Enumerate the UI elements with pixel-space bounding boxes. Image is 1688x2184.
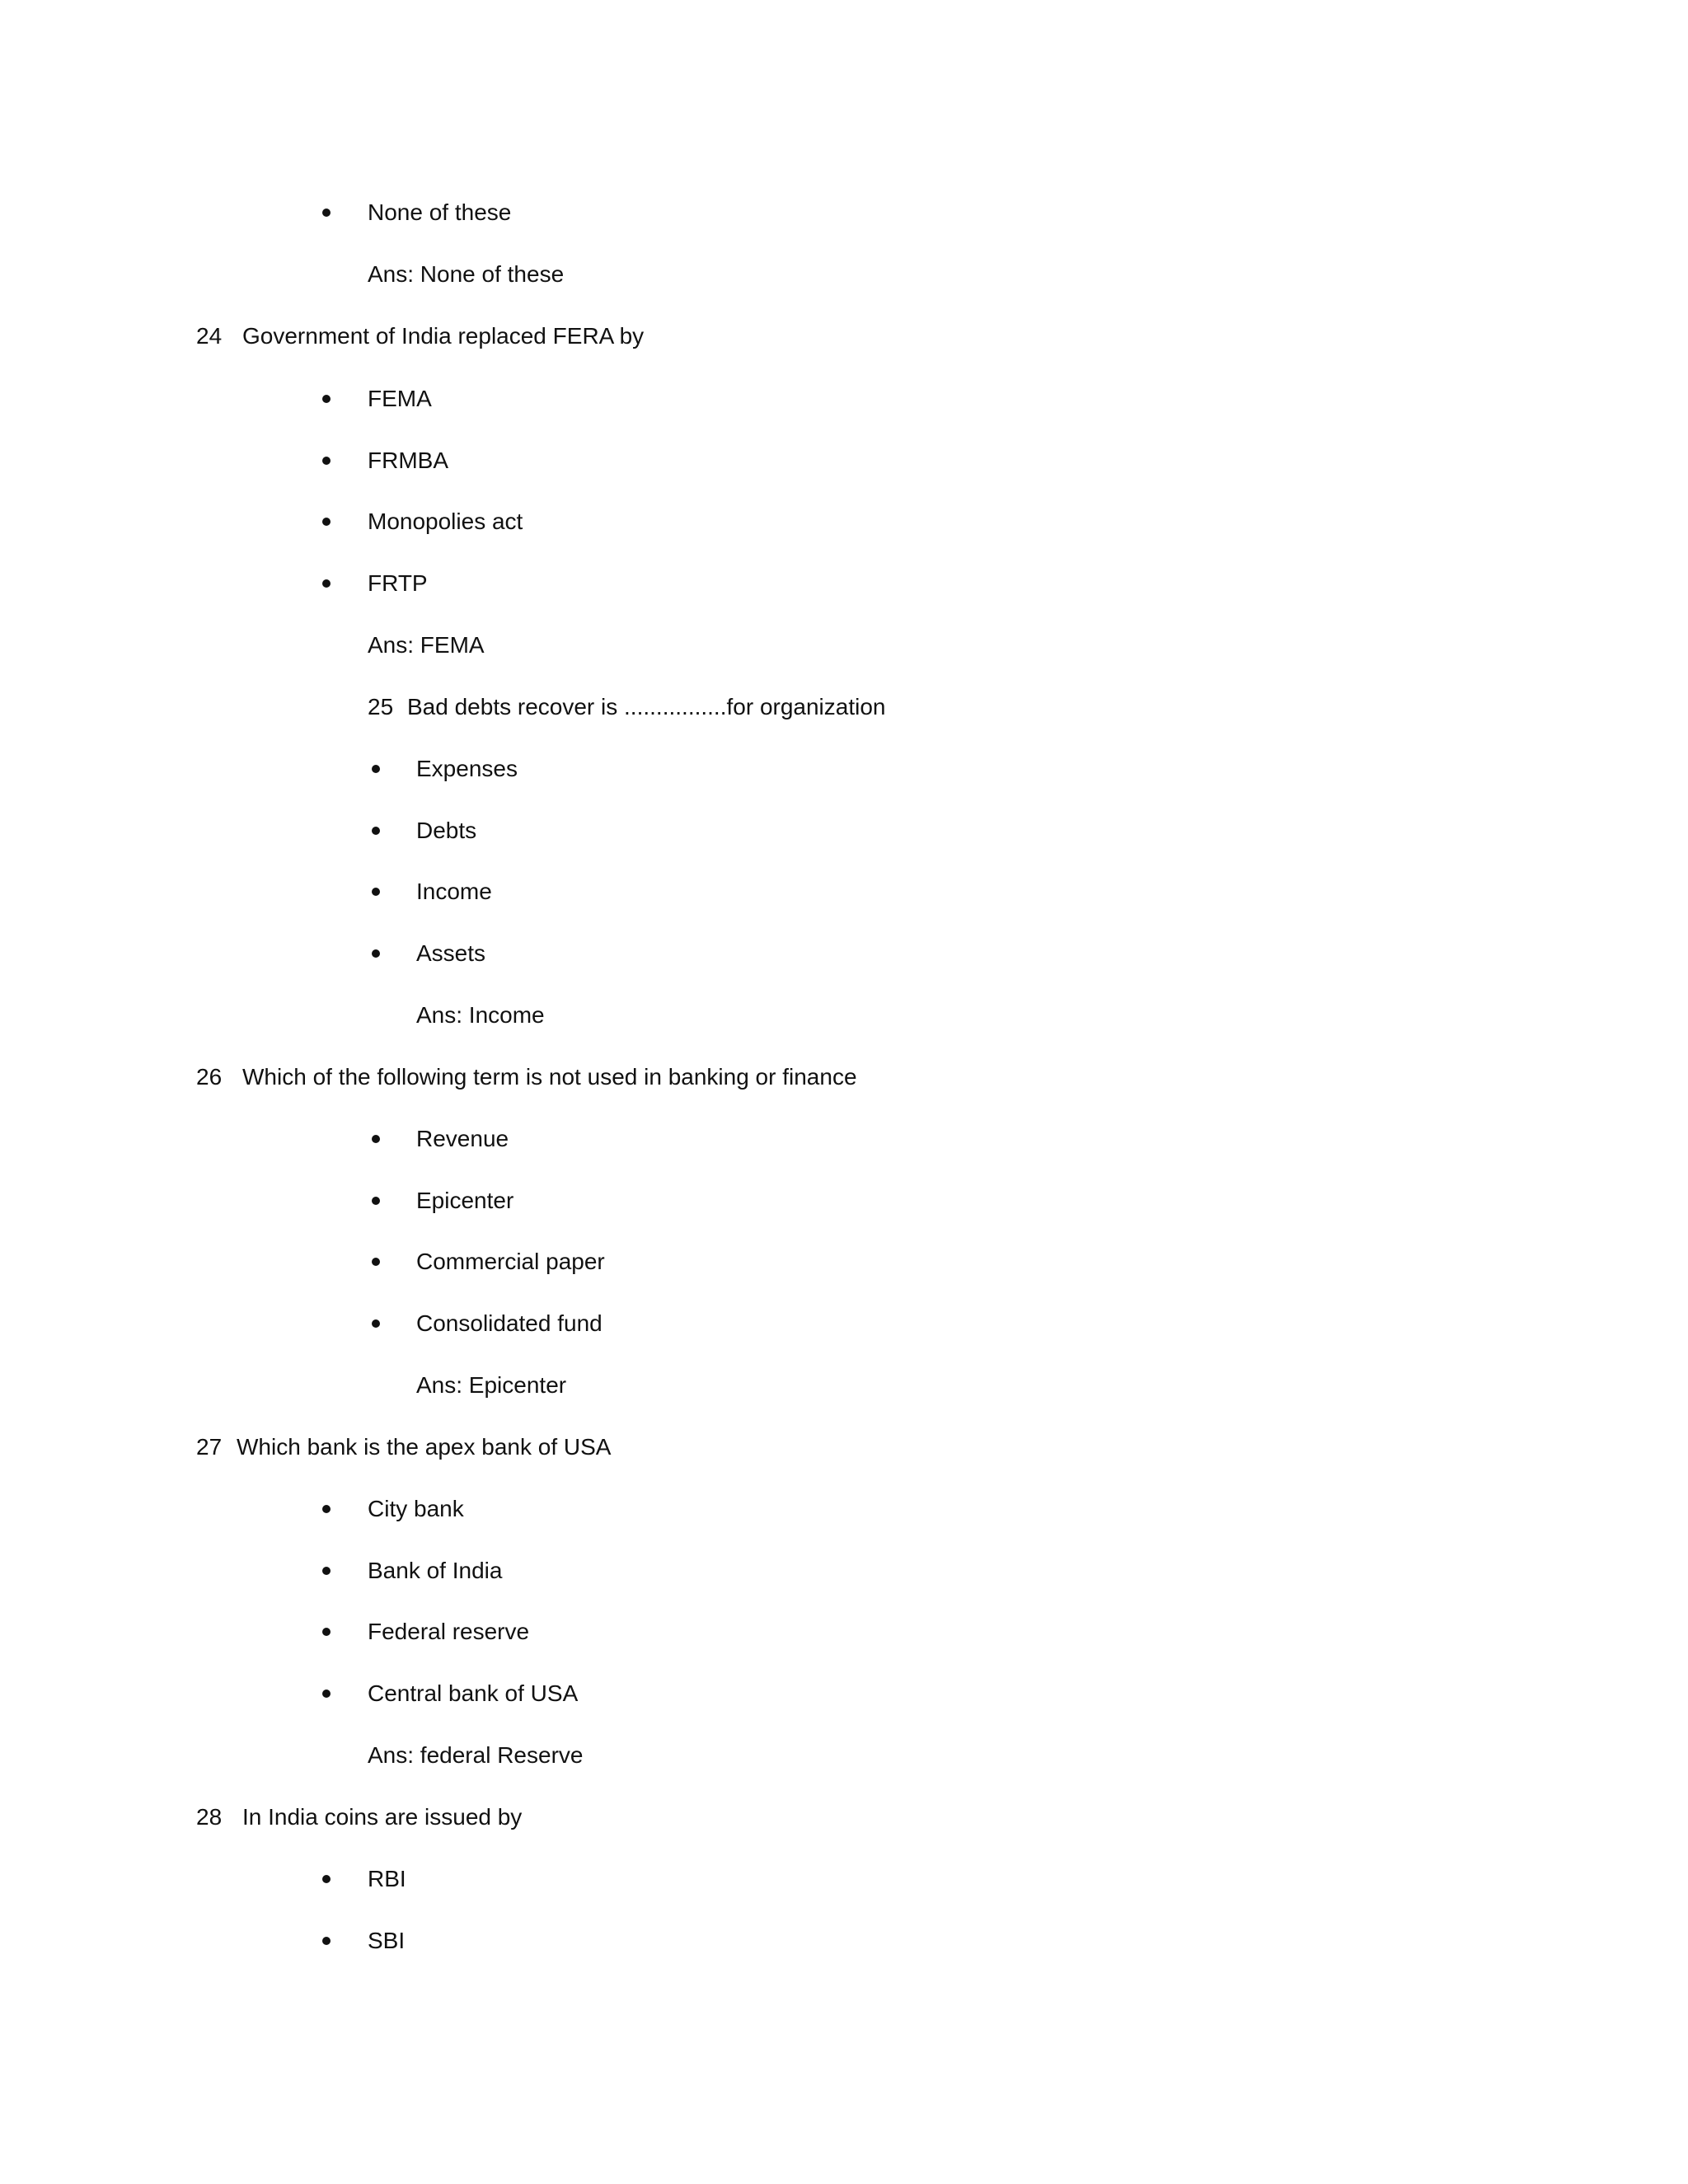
bullet-icon xyxy=(322,1690,331,1698)
question-number: 28 xyxy=(196,1804,223,1830)
option-text: City bank xyxy=(368,1496,464,1521)
answer-text: Ans: FEMA xyxy=(368,632,485,658)
bullet-icon xyxy=(322,1628,331,1636)
option-text: None of these xyxy=(368,199,512,225)
question-text: Which of the following term is not used in banking or finance xyxy=(242,1064,857,1090)
bullet-icon xyxy=(322,579,331,588)
option-text: Revenue xyxy=(416,1126,509,1151)
bullet-icon xyxy=(322,1567,331,1575)
question-number: 26 xyxy=(196,1064,223,1090)
option-text: Monopolies act xyxy=(368,509,523,534)
bullet-icon xyxy=(372,765,380,773)
question-text: In India coins are issued by xyxy=(242,1804,523,1830)
answer-text: Ans: None of these xyxy=(368,261,565,287)
bullet-icon xyxy=(322,1937,331,1945)
option-text: Commercial paper xyxy=(416,1249,605,1274)
answer-text: Ans: federal Reserve xyxy=(368,1742,584,1768)
bullet-icon xyxy=(322,209,331,217)
bullet-icon xyxy=(372,1135,380,1143)
bullet-icon xyxy=(322,1875,331,1883)
option-text: Central bank of USA xyxy=(368,1680,579,1706)
bullet-icon xyxy=(322,395,331,403)
bullet-icon xyxy=(322,457,331,465)
bullet-icon xyxy=(322,1505,331,1513)
option-text: Income xyxy=(416,879,492,904)
option-text: FRTP xyxy=(368,570,428,596)
bullet-icon xyxy=(372,888,380,896)
option-text: Expenses xyxy=(416,756,518,781)
option-text: Federal reserve xyxy=(368,1619,530,1644)
bullet-icon xyxy=(372,1197,380,1205)
option-text: Epicenter xyxy=(416,1188,514,1213)
question-number: 27 xyxy=(196,1434,223,1460)
question-number: 25 xyxy=(368,694,394,719)
option-text: Debts xyxy=(416,818,477,843)
option-text: SBI xyxy=(368,1928,406,1953)
option-text: RBI xyxy=(368,1866,406,1891)
question-text: Bad debts recover is ................for organization xyxy=(407,694,886,719)
option-text: FRMBA xyxy=(368,448,448,473)
bullet-icon xyxy=(372,1319,380,1328)
bullet-icon xyxy=(372,827,380,835)
bullet-icon xyxy=(372,949,380,958)
bullet-icon xyxy=(372,1258,380,1266)
option-text: FEMA xyxy=(368,386,432,411)
option-text: Assets xyxy=(416,940,486,966)
option-text: Consolidated fund xyxy=(416,1310,603,1336)
question-text: Which bank is the apex bank of USA xyxy=(237,1434,612,1460)
question-text: Government of India replaced FERA by xyxy=(242,323,645,349)
bullet-icon xyxy=(322,518,331,526)
option-text: Bank of India xyxy=(368,1558,503,1583)
answer-text: Ans: Epicenter xyxy=(416,1372,567,1398)
question-number: 24 xyxy=(196,323,223,349)
answer-text: Ans: Income xyxy=(416,1002,545,1028)
